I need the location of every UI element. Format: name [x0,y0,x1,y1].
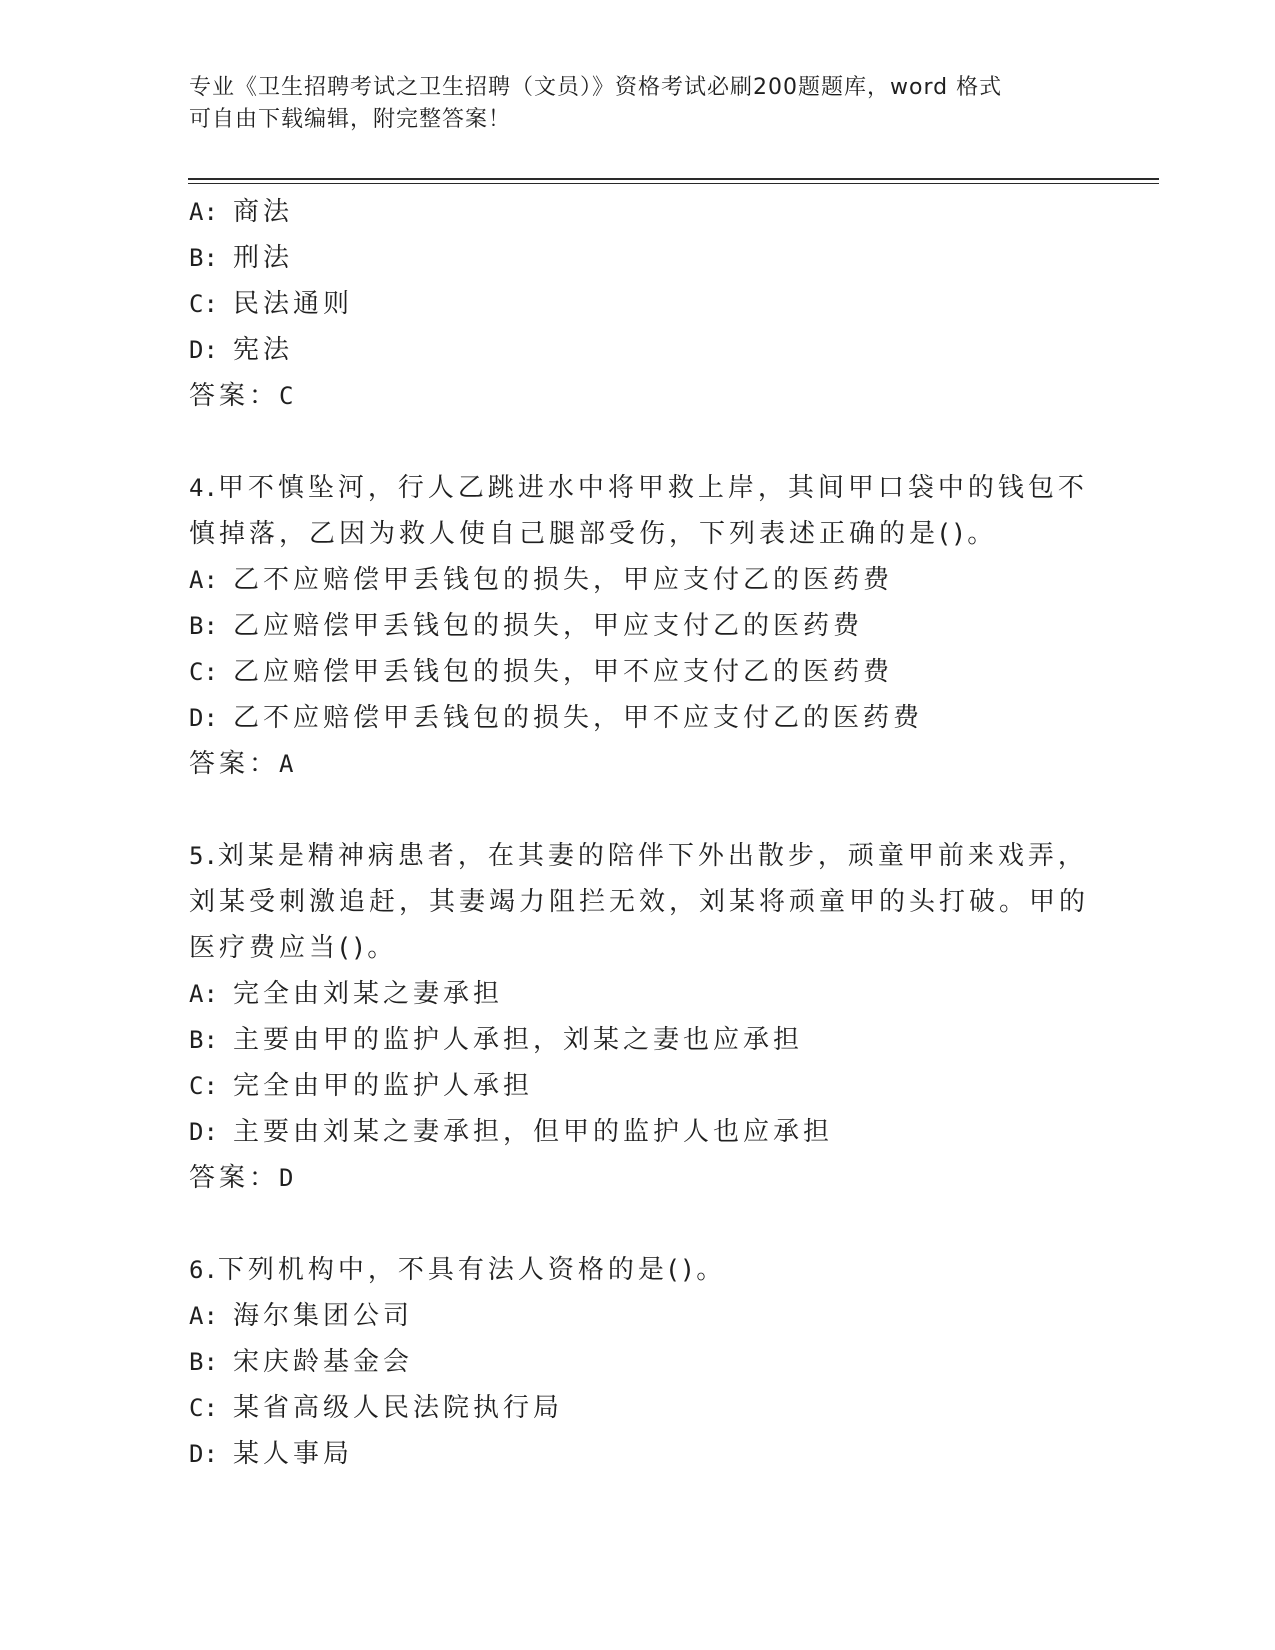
document-header [189,72,1089,136]
option-text: 某人事局 [233,1439,354,1469]
stem-line-3: 医疗费应当()。 [189,933,398,963]
option-text: 宋庆龄基金会 [233,1347,414,1377]
question-6 [189,1247,1149,1477]
option-text: 宪法 [233,335,294,365]
option-letter: B: [189,1348,218,1376]
option-letter: C: [189,290,218,318]
option-b [189,603,1149,649]
question-stem [189,1247,1149,1293]
question-number: 6. [189,1256,218,1284]
question-stem [189,511,1149,557]
option-text: 完全由刘某之妻承担 [233,979,504,1009]
question-stem [189,465,1149,511]
header-divider-thick [188,178,1159,180]
question-number: 4. [189,474,218,502]
answer-label: 答案： [189,381,280,411]
answer-value: A [279,750,294,778]
header-line-2: 可自由下载编辑，附完整答案！ [189,107,512,132]
answer-value: C [279,382,294,410]
option-a [189,557,1149,603]
answer [189,373,1149,419]
option-letter: A: [189,980,218,1008]
option-d [189,327,1149,373]
question-stem [189,879,1149,925]
question-5 [189,833,1149,1201]
option-a [189,1293,1149,1339]
option-text: 刑法 [233,243,294,273]
answer-value: D [279,1164,294,1192]
option-letter: A: [189,566,218,594]
option-text: 民法通则 [233,289,354,319]
option-d [189,1431,1149,1477]
option-b [189,235,1149,281]
option-text: 主要由甲的监护人承担，刘某之妻也应承担 [233,1025,804,1055]
option-text: 商法 [233,197,294,227]
option-letter: D: [189,1118,218,1146]
stem-line-1: 刘某是精神病患者，在其妻的陪伴下外出散步，顽童甲前来戏弄， [217,841,1088,871]
option-text: 乙应赔偿甲丢钱包的损失，甲应支付乙的医药费 [233,611,864,641]
spacer [189,1201,1149,1247]
option-letter: D: [189,336,218,364]
option-letter: D: [189,704,218,732]
option-text: 乙应赔偿甲丢钱包的损失，甲不应支付乙的医药费 [233,657,894,687]
option-letter: B: [189,612,218,640]
answer [189,741,1149,787]
option-b [189,1017,1149,1063]
option-d [189,695,1149,741]
option-letter: A: [189,198,218,226]
option-b [189,1339,1149,1385]
header-divider-thin [188,183,1159,184]
option-text: 主要由刘某之妻承担，但甲的监护人也应承担 [233,1117,834,1147]
question-3 [189,189,1149,419]
option-letter: C: [189,1072,218,1100]
option-c [189,1063,1149,1109]
option-letter: A: [189,1302,218,1330]
answer-label: 答案： [189,749,280,779]
answer [189,1155,1149,1201]
option-letter: C: [189,1394,218,1422]
option-letter: D: [189,1440,218,1468]
option-letter: B: [189,244,218,272]
answer-label: 答案： [189,1163,280,1193]
option-letter: C: [189,658,218,686]
question-4 [189,465,1149,787]
question-list [189,189,1149,1477]
spacer [189,787,1149,833]
stem-line-1: 甲不慎坠河，行人乙跳进水中将甲救上岸，其间甲口袋中的钱包不 [217,473,1088,503]
option-text: 完全由甲的监护人承担 [233,1071,534,1101]
option-c [189,649,1149,695]
option-text: 某省高级人民法院执行局 [233,1393,564,1423]
option-d [189,1109,1149,1155]
option-c [189,1385,1149,1431]
header-line-1: 专业《卫生招聘考试之卫生招聘（文员）》资格考试必刷200题题库，word 格式 [189,75,1003,100]
option-text: 海尔集团公司 [233,1301,414,1331]
option-c [189,281,1149,327]
question-stem [189,833,1149,879]
stem-line-1: 下列机构中，不具有法人资格的是()。 [217,1255,727,1285]
stem-line-2: 慎掉落，乙因为救人使自己腿部受伤，下列表述正确的是()。 [189,519,998,549]
option-letter: B: [189,1026,218,1054]
option-a [189,971,1149,1017]
spacer [189,419,1149,465]
option-text: 乙不应赔偿甲丢钱包的损失，甲应支付乙的医药费 [233,565,894,595]
option-text: 乙不应赔偿甲丢钱包的损失，甲不应支付乙的医药费 [233,703,924,733]
question-stem [189,925,1149,971]
option-a [189,189,1149,235]
question-number: 5. [189,842,218,870]
stem-line-2: 刘某受刺激追赶，其妻竭力阻拦无效，刘某将顽童甲的头打破。甲的 [189,887,1090,917]
